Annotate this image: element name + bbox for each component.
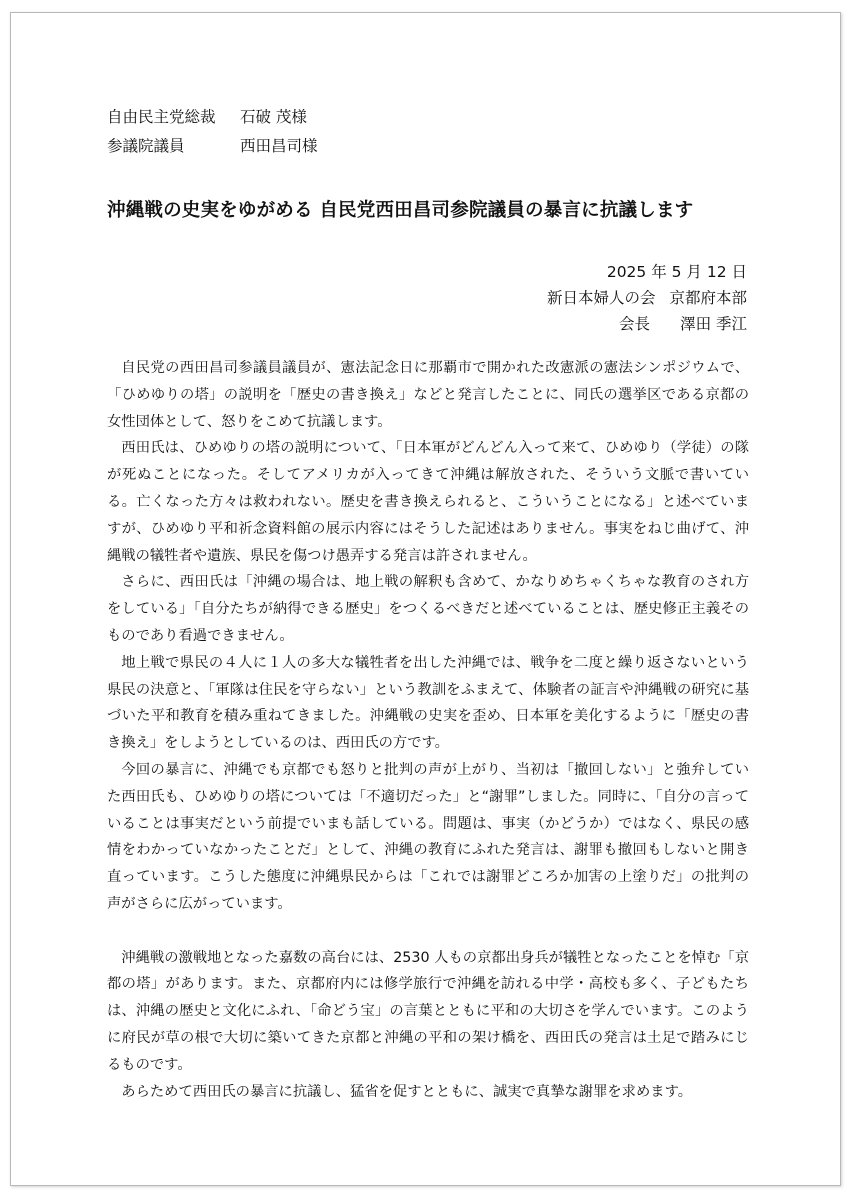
addressee-block [107, 103, 318, 161]
addressee-line [107, 103, 318, 132]
body-paragraph: 地上戦で県民の４人に１人の多大な犠牲者を出した沖縄では、戦争を二度と繰り返さないという県民の決意と、「軍隊は住民を守らない」という教訓をふまえて、体験者の証言や沖縄戦の研究に基づいた平和教育を積み重ねてきました。沖縄戦の史実を歪め、日本軍を美化するように「歴史の書き換え」をしようとしているのは、西田氏の方です。 [107, 654, 749, 752]
body-paragraph: 今回の暴言に、沖縄でも京都でも怒りと批判の声が上がり、当初は「撤回しない」と強弁していた西田氏も、ひめゆりの塔については「不適切だった」と“謝罪”しました。同時に、「自分の言っていることは事実だという前提でいまも話している。問題は、事実（かどうか）ではなく、県民の感情をわかっていなかったことだ」として、沖縄の教育にふれた発言は、謝罪も撤回もしないと開き直っています。こうした態度に沖縄県民からは「これでは謝罪どころか加害の上塗りだ」の批判の声がさらに広がっています。 [107, 761, 749, 912]
addressee-title: 参議院議員 [107, 137, 185, 155]
body-paragraph: 沖縄戦の激戦地となった嘉数の高台には、2530 人もの京都出身兵が犠牲となったことを悼む「京都の塔」があります。また、京都府内には修学旅行で沖縄を訪れる中学・高校も多く、子どもたちは、沖縄の歴史と文化にふれ、「命どう宝」の言葉とともに平和の大切さを学んでいます。このように府民が草の根で大切に築いてきた京都と沖縄の平和の架け橋を、西田氏の発言は土足で踏みにじるものです。 [107, 949, 749, 1073]
addressee-line [107, 132, 318, 161]
addressee-title: 自由民主党総裁 [107, 108, 216, 126]
sender-block [447, 259, 747, 337]
sender-name-line [447, 311, 747, 337]
document-title: 沖縄戦の史実をゆがめる 自民党西田昌司参院議員の暴言に抗議します [107, 200, 694, 221]
addressee-name: 石破 茂様 [240, 108, 307, 126]
letter-body [107, 355, 749, 1105]
body-paragraph: あらためて西田氏の暴言に抗議し、猛省を促すとともに、誠実で真摯な謝罪を求めます。 [121, 1083, 693, 1100]
sender-name: 澤田 季江 [680, 315, 747, 333]
body-paragraph: 自民党の西田昌司参議員議員が、憲法記念日に那覇市で開かれた改憲派の憲法シンポジウムで、「ひめゆりの塔」の説明を「歴史の書き換え」などと発言したことに、同氏の選挙区である京都の女性団体として、怒りをこめて抗議します。 [107, 360, 749, 430]
body-paragraph: 西田氏は、ひめゆりの塔の説明について、「日本軍がどんどん入って来て、ひめゆり（学徒）の隊が死ぬことになった。そしてアメリカが入ってきて沖縄は解放された、そういう文脈で書いている。亡くなった方々は救われない。歴史を書き換えられると、こういうことになる」と述べていますが、ひめゆり平和祈念資料館の展示内容にはそうした記述はありません。事実をねじ曲げて、沖縄戦の犠牲者や遺族、県民を傷つけ愚弄する発言は許されません。 [107, 440, 749, 564]
sender-organization-line [447, 285, 747, 311]
sender-role: 会長 [619, 315, 651, 333]
paragraph-spacer [107, 918, 749, 945]
sender-branch: 京都府本部 [669, 289, 747, 307]
sender-date: 2025 年 5 月 12 日 [606, 263, 747, 281]
sender-organization: 新日本婦人の会 [546, 289, 656, 307]
body-paragraph: さらに、西田氏は「沖縄の場合は、地上戦の解釈も含めて、かなりめちゃくちゃな教育のされ方をしている」「自分たちが納得できる歴史」をつくるべきだと述べていることは、歴史修正主義そのものであり看過できません。 [107, 574, 749, 644]
addressee-name: 西田昌司様 [240, 137, 318, 155]
